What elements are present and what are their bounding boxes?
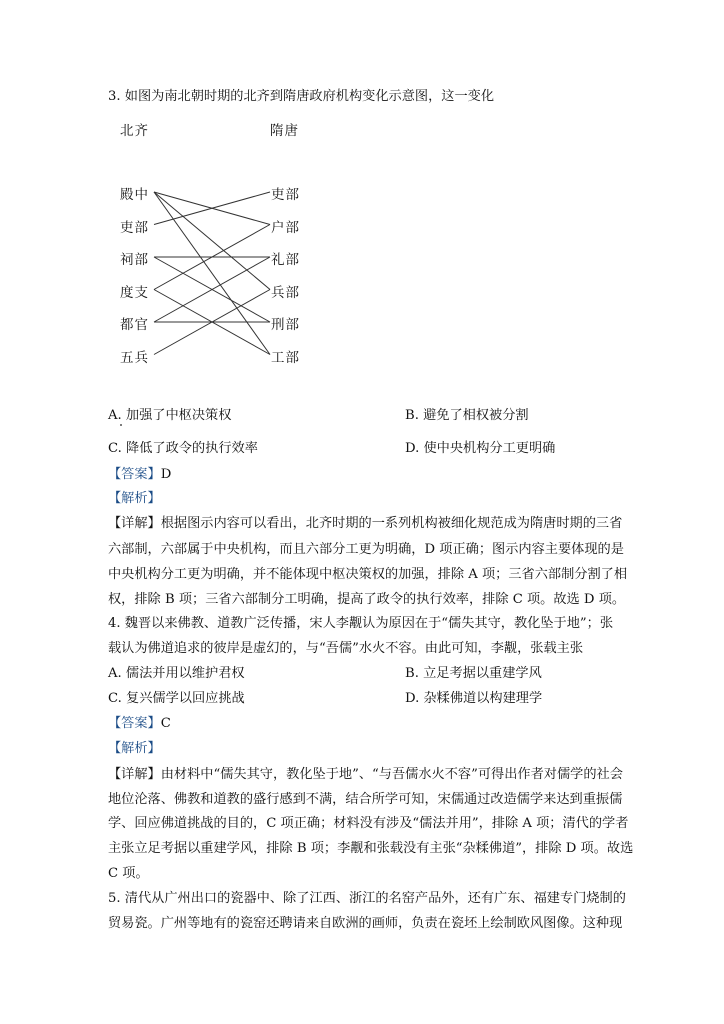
diagram-left-item: 五兵 — [120, 349, 149, 366]
answer-tag: 【答案】 — [108, 716, 161, 731]
diagram-right-item: 兵部 — [271, 284, 300, 301]
q3-stem: 3. 如图为南北朝时期的北齐到隋唐政府机构变化示意图，这一变化 — [108, 89, 495, 104]
q3-option-c: C. 降低了政令的执行效率 — [108, 441, 258, 456]
diagram-right-item: 吏部 — [271, 187, 300, 203]
q4-option-a: A. 儒法并用以维护君权 — [108, 666, 245, 681]
diagram-left-title: 北齐 — [120, 123, 149, 139]
q4-answer — [108, 716, 171, 732]
q3-detail-line-3: 中央机构分工更为明确，并不能体现中枢决策权的加强，排除 A 项；三省六部制分割了相 — [108, 567, 628, 582]
q4-detail-line-1 — [108, 767, 623, 783]
diagram-left-item: 祠部 — [120, 252, 149, 268]
q3-detail-line-1 — [108, 516, 622, 532]
answer-value: D — [160, 467, 172, 482]
q4-detail-line-4: 主张立足考据以重建学风，排除 B 项；李觏和张载没有主张“杂糅佛道”，排除 D 项。故选 — [108, 841, 634, 856]
diagram-left-item: 殿中 — [120, 187, 149, 203]
q4-detail-line-2: 地位沦落、佛教和道教的盛行感到不满，结合所学可知，宋儒通过改造儒学来达到重振儒 — [108, 792, 623, 807]
detail-tag: 【详解】 — [108, 516, 161, 531]
q3-detail-line-2: 六部制，六部属于中央机构，而且六部分工更为明确，D 项正确；图示内容主要体现的是 — [108, 542, 624, 557]
diagram-right-item: 户部 — [271, 219, 300, 236]
detail-text: 由材料中“儒失其守，教化坠于地”、“与吾儒水火不容”可得出作者对儒学的社会 — [160, 767, 623, 782]
diagram-link-line — [154, 192, 270, 290]
detail-tag: 【详解】 — [108, 767, 161, 782]
q3-diagram — [108, 115, 318, 375]
diagram-link-line — [154, 192, 270, 355]
diagram-right-title: 隋唐 — [270, 123, 299, 139]
diagram-right-item: 刑部 — [271, 317, 300, 333]
detail-text: 根据图示内容可以看出，北齐时期的一系列机构被细化规范成为隋唐时期的三省 — [160, 516, 623, 531]
q3-detail-line-4: 权，排除 B 项；三省六部制分工明确，提高了政令的执行效率，排除 C 项。故选 D 项。 — [108, 592, 626, 607]
stray-dot — [120, 424, 122, 426]
diagram-right-item: 工部 — [271, 349, 300, 366]
q3-option-b: B. 避免了相权被分割 — [405, 408, 529, 423]
diagram-links — [108, 115, 318, 375]
q4-stem-line-1: 4. 魏晋以来佛教、道教广泛传播，宋人李觏认为原因在于“儒失其守，教化坠于地”；张 — [108, 616, 614, 631]
diagram-left-item: 吏部 — [120, 219, 149, 236]
q4-detail-line-5: C 项。 — [108, 866, 149, 881]
answer-tag: 【答案】 — [108, 467, 161, 482]
answer-value: C — [160, 716, 171, 731]
q4-option-c: C. 复兴儒学以回应挑战 — [108, 691, 245, 706]
diagram-left-item: 都官 — [120, 317, 149, 333]
q3-answer — [108, 467, 171, 483]
q5-stem-line-1: 5. 清代从广州出口的瓷器中、除了江西、浙江的名窑产品外，还有广东、福建专门烧制的 — [108, 891, 626, 906]
q4-option-b: B. 立足考据以重建学风 — [405, 666, 542, 681]
q4-analysis-tag: 【解析】 — [108, 741, 161, 756]
q3-option-a: A. 加强了中枢决策权 — [108, 408, 232, 423]
q5-stem-line-2: 贸易瓷。广州等地有的瓷窑还聘请来自欧洲的画师，负责在瓷坯上绘制欧风图像。这种现 — [108, 916, 623, 931]
q4-stem-line-2: 载认为佛道追求的彼岸是虚幻的，与“吾儒”水火不容。由此可知，李觏，张载主张 — [108, 641, 584, 656]
q3-analysis-tag: 【解析】 — [108, 491, 161, 506]
q4-option-d: D. 杂糅佛道以构建理学 — [405, 691, 543, 706]
diagram-left-item: 度支 — [120, 284, 149, 301]
q3-option-d: D. 使中央机构分工更明确 — [405, 441, 556, 456]
diagram-right-item: 礼部 — [271, 252, 300, 268]
q4-detail-line-3: 学、回应佛道挑战的目的，C 项正确；材料没有涉及“儒法并用”，排除 A 项；清代的学者 — [108, 816, 629, 831]
